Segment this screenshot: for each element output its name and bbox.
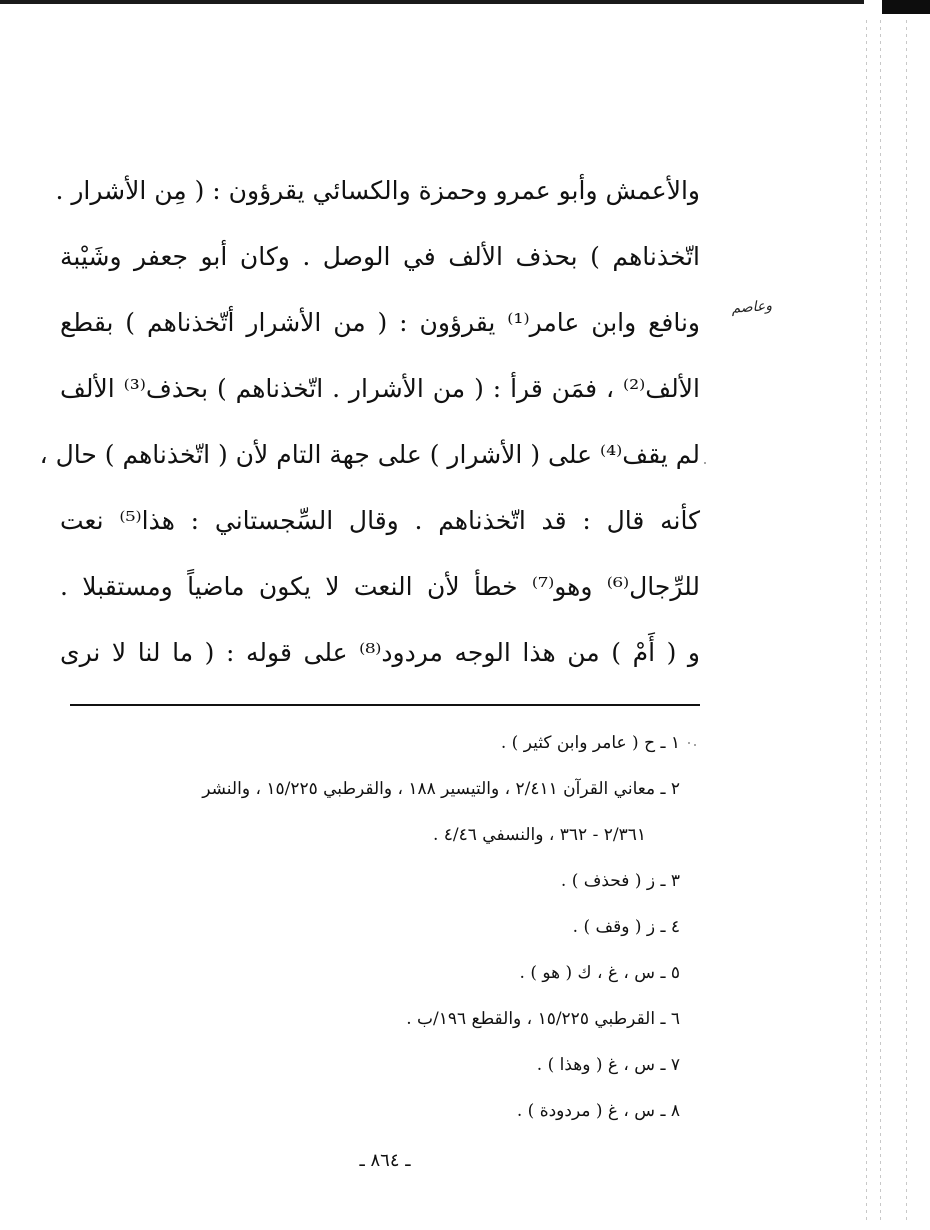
handwritten-margin-note: وعاصم — [730, 297, 773, 317]
text-line: الألف⁽²⁾ ، فمَن قرأ : ( من الأشرار . اتّخذناهم ) بحذف⁽³⁾ الألف — [60, 374, 700, 403]
scan-corner-mark — [882, 0, 930, 14]
text-line: للرِّجال⁽⁶⁾ وهو⁽⁷⁾ خطأ لأن النعت لا يكون ماضياً ومستقبلا . — [60, 572, 701, 601]
footnotes — [40, 720, 680, 1134]
scan-edge-line — [866, 20, 867, 1220]
text-line: ونافع وابن عامر⁽¹⁾ يقرؤون : ( من الأشرار أتّخذناهم ) بقطع — [60, 308, 700, 337]
footnote: ٣ ـ ز ( فحذف ) . — [560, 871, 680, 891]
footnote: ١ ـ ح ( عامر وابن كثير ) . — [500, 733, 680, 753]
text-line: والأعمش وأبو عمرو وحمزة والكسائي يقرؤون : ( مِن الأشرار . — [55, 176, 700, 205]
main-text — [39, 158, 701, 686]
page-number: ـ ٨٦٤ ـ — [359, 1150, 411, 1171]
text-line: اتّخذناهم ) بحذف الألف في الوصل . وكان أبو جعفر وشَيْبة — [60, 242, 700, 271]
footnote: ٤ ـ ز ( وقف ) . — [572, 917, 680, 937]
footnote: ٢ ـ معاني القرآن ٢/٤١١ ، والتيسير ١٨٨ ، والقرطبي ١٥/٢٢٥ ، والنشر — [202, 779, 680, 799]
footnote: ٥ ـ س ، غ ، ك ( هو ) . — [519, 963, 680, 983]
footnote-separator — [70, 704, 700, 706]
scan-edge-line — [880, 20, 881, 1220]
scan-edge-line — [906, 20, 907, 1220]
scan-speck — [694, 744, 696, 746]
scan-speck — [688, 742, 690, 744]
footnote: ٨ ـ س ، غ ( مردودة ) . — [516, 1101, 680, 1121]
footnote-continuation: ٢/٣٦١ - ٣٦٢ ، والنسفي ٤/٤٦ . — [432, 825, 646, 845]
top-border — [0, 0, 864, 4]
text-line: لم يقف⁽⁴⁾ على ( الأشرار ) على جهة التام لأن ( اتّخذناهم ) حال ، — [39, 440, 700, 469]
footnote: ٦ ـ القرطبي ١٥/٢٢٥ ، والقطع ١٩٦/ب . — [406, 1009, 680, 1029]
footnote: ٧ ـ س ، غ ( وهذا ) . — [536, 1055, 680, 1075]
scan-speck — [704, 462, 706, 464]
text-line: و ( أَمْ ) من هذا الوجه مردود⁽⁸⁾ على قوله : ( ما لنا لا نرى — [60, 638, 700, 667]
text-line: كأنه قال : قد اتّخذناهم . وقال السِّجستاني : هذا⁽⁵⁾ نعت — [60, 506, 700, 535]
